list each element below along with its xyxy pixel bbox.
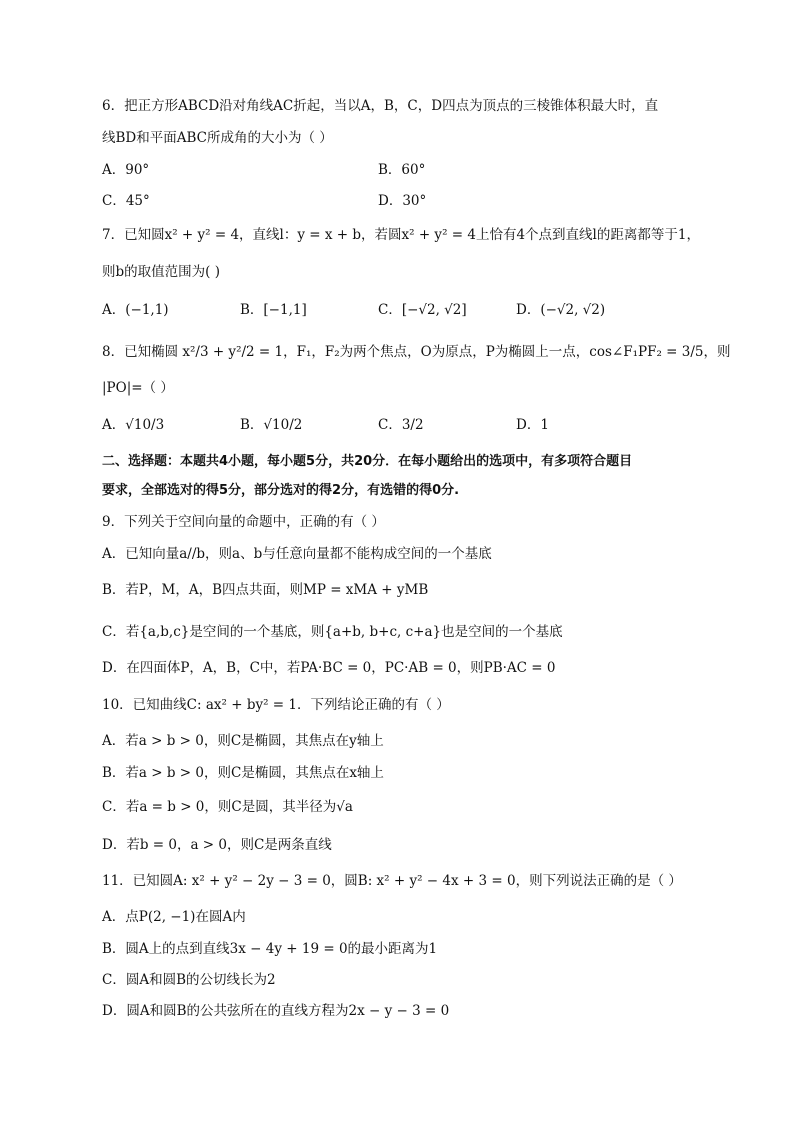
q8-stem-line2: |PO|=（ ） [102,380,174,396]
q9-option-d: D．在四面体P，A，B，C中，若PA·BC = 0，PC·AB = 0，则PB·AC = 0 [102,660,556,676]
q9-option-c: C．若{a,b,c}是空间的一个基底，则{a+b, b+c, c+a}也是空间的一个基底 [102,624,563,640]
q6-option-d: D．30° [378,193,427,209]
q10-stem: 10．已知曲线C: ax² + by² = 1．下列结论正确的有（ ） [102,697,450,713]
q6-option-c: C．45° [102,193,150,209]
q10-option-b: B．若a > b > 0，则C是椭圆，其焦点在x轴上 [102,765,384,781]
q8-option-a: A．√10/3 [102,417,165,433]
q10-option-c: C．若a = b > 0，则C是圆，其半径为√a [102,799,353,815]
section2-heading-line2: 要求，全部选对的得5分，部分选对的得2分，有选错的得0分. [102,483,460,498]
q8-option-b: B．√10/2 [240,417,303,433]
q8-option-d: D．1 [516,417,549,433]
q7-option-a: A．(−1,1) [102,302,169,318]
q8-stem-line1: 8．已知椭圆 x²/3 + y²/2 = 1，F₁，F₂为两个焦点，O为原点，P为椭圆上一点，cos∠F₁PF₂ = 3/5，则 [102,344,731,360]
q6-option-a: A．90° [102,162,150,178]
q10-option-a: A．若a > b > 0，则C是椭圆，其焦点在y轴上 [102,733,384,749]
q9-stem: 9．下列关于空间向量的命题中，正确的有（ ） [102,514,385,530]
q11-option-b: B．圆A上的点到直线3x − 4y + 19 = 0的最小距离为1 [102,941,438,957]
q11-stem: 11．已知圆A: x² + y² − 2y − 3 = 0，圆B: x² + y² − 4x + 3 = 0，则下列说法正确的是（ ） [102,873,682,889]
q11-option-a: A．点P(2, −1)在圆A内 [102,909,246,925]
q8-option-c: C．3/2 [378,417,424,433]
q6-stem-line2: 线BD和平面ABC所成角的大小为（ ） [102,130,333,146]
q9-option-b: B．若P，M，A，B四点共面，则MP = xMA + yMB [102,582,429,598]
q10-option-d: D．若b = 0，a > 0，则C是两条直线 [102,837,332,853]
q7-option-d: D．(−√2, √2) [516,302,606,318]
q7-option-c: C．[−√2, √2] [378,302,467,318]
q7-stem-line1: 7．已知圆x² + y² = 4，直线l：y = x + b，若圆x² + y² = 4上恰有4个点到直线l的距离都等于1， [102,227,700,243]
q7-stem-line2: 则b的取值范围为( ) [102,264,220,280]
q11-option-c: C．圆A和圆B的公切线长为2 [102,972,276,988]
q9-option-a: A．已知向量a//b，则a、b与任意向量都不能构成空间的一个基底 [102,546,492,562]
q7-option-b: B．[−1,1] [240,302,307,318]
q6-option-b: B．60° [378,162,426,178]
q11-option-d: D．圆A和圆B的公共弦所在的直线方程为2x − y − 3 = 0 [102,1003,450,1019]
section2-heading-line1: 二、选择题：本题共4小题，每小题5分，共20分．在每小题给出的选项中，有多项符合题目 [102,454,633,469]
q6-stem-line1: 6．把正方形ABCD沿对角线AC折起，当以A，B，C，D四点为顶点的三棱锥体积最大时，直 [102,98,659,114]
